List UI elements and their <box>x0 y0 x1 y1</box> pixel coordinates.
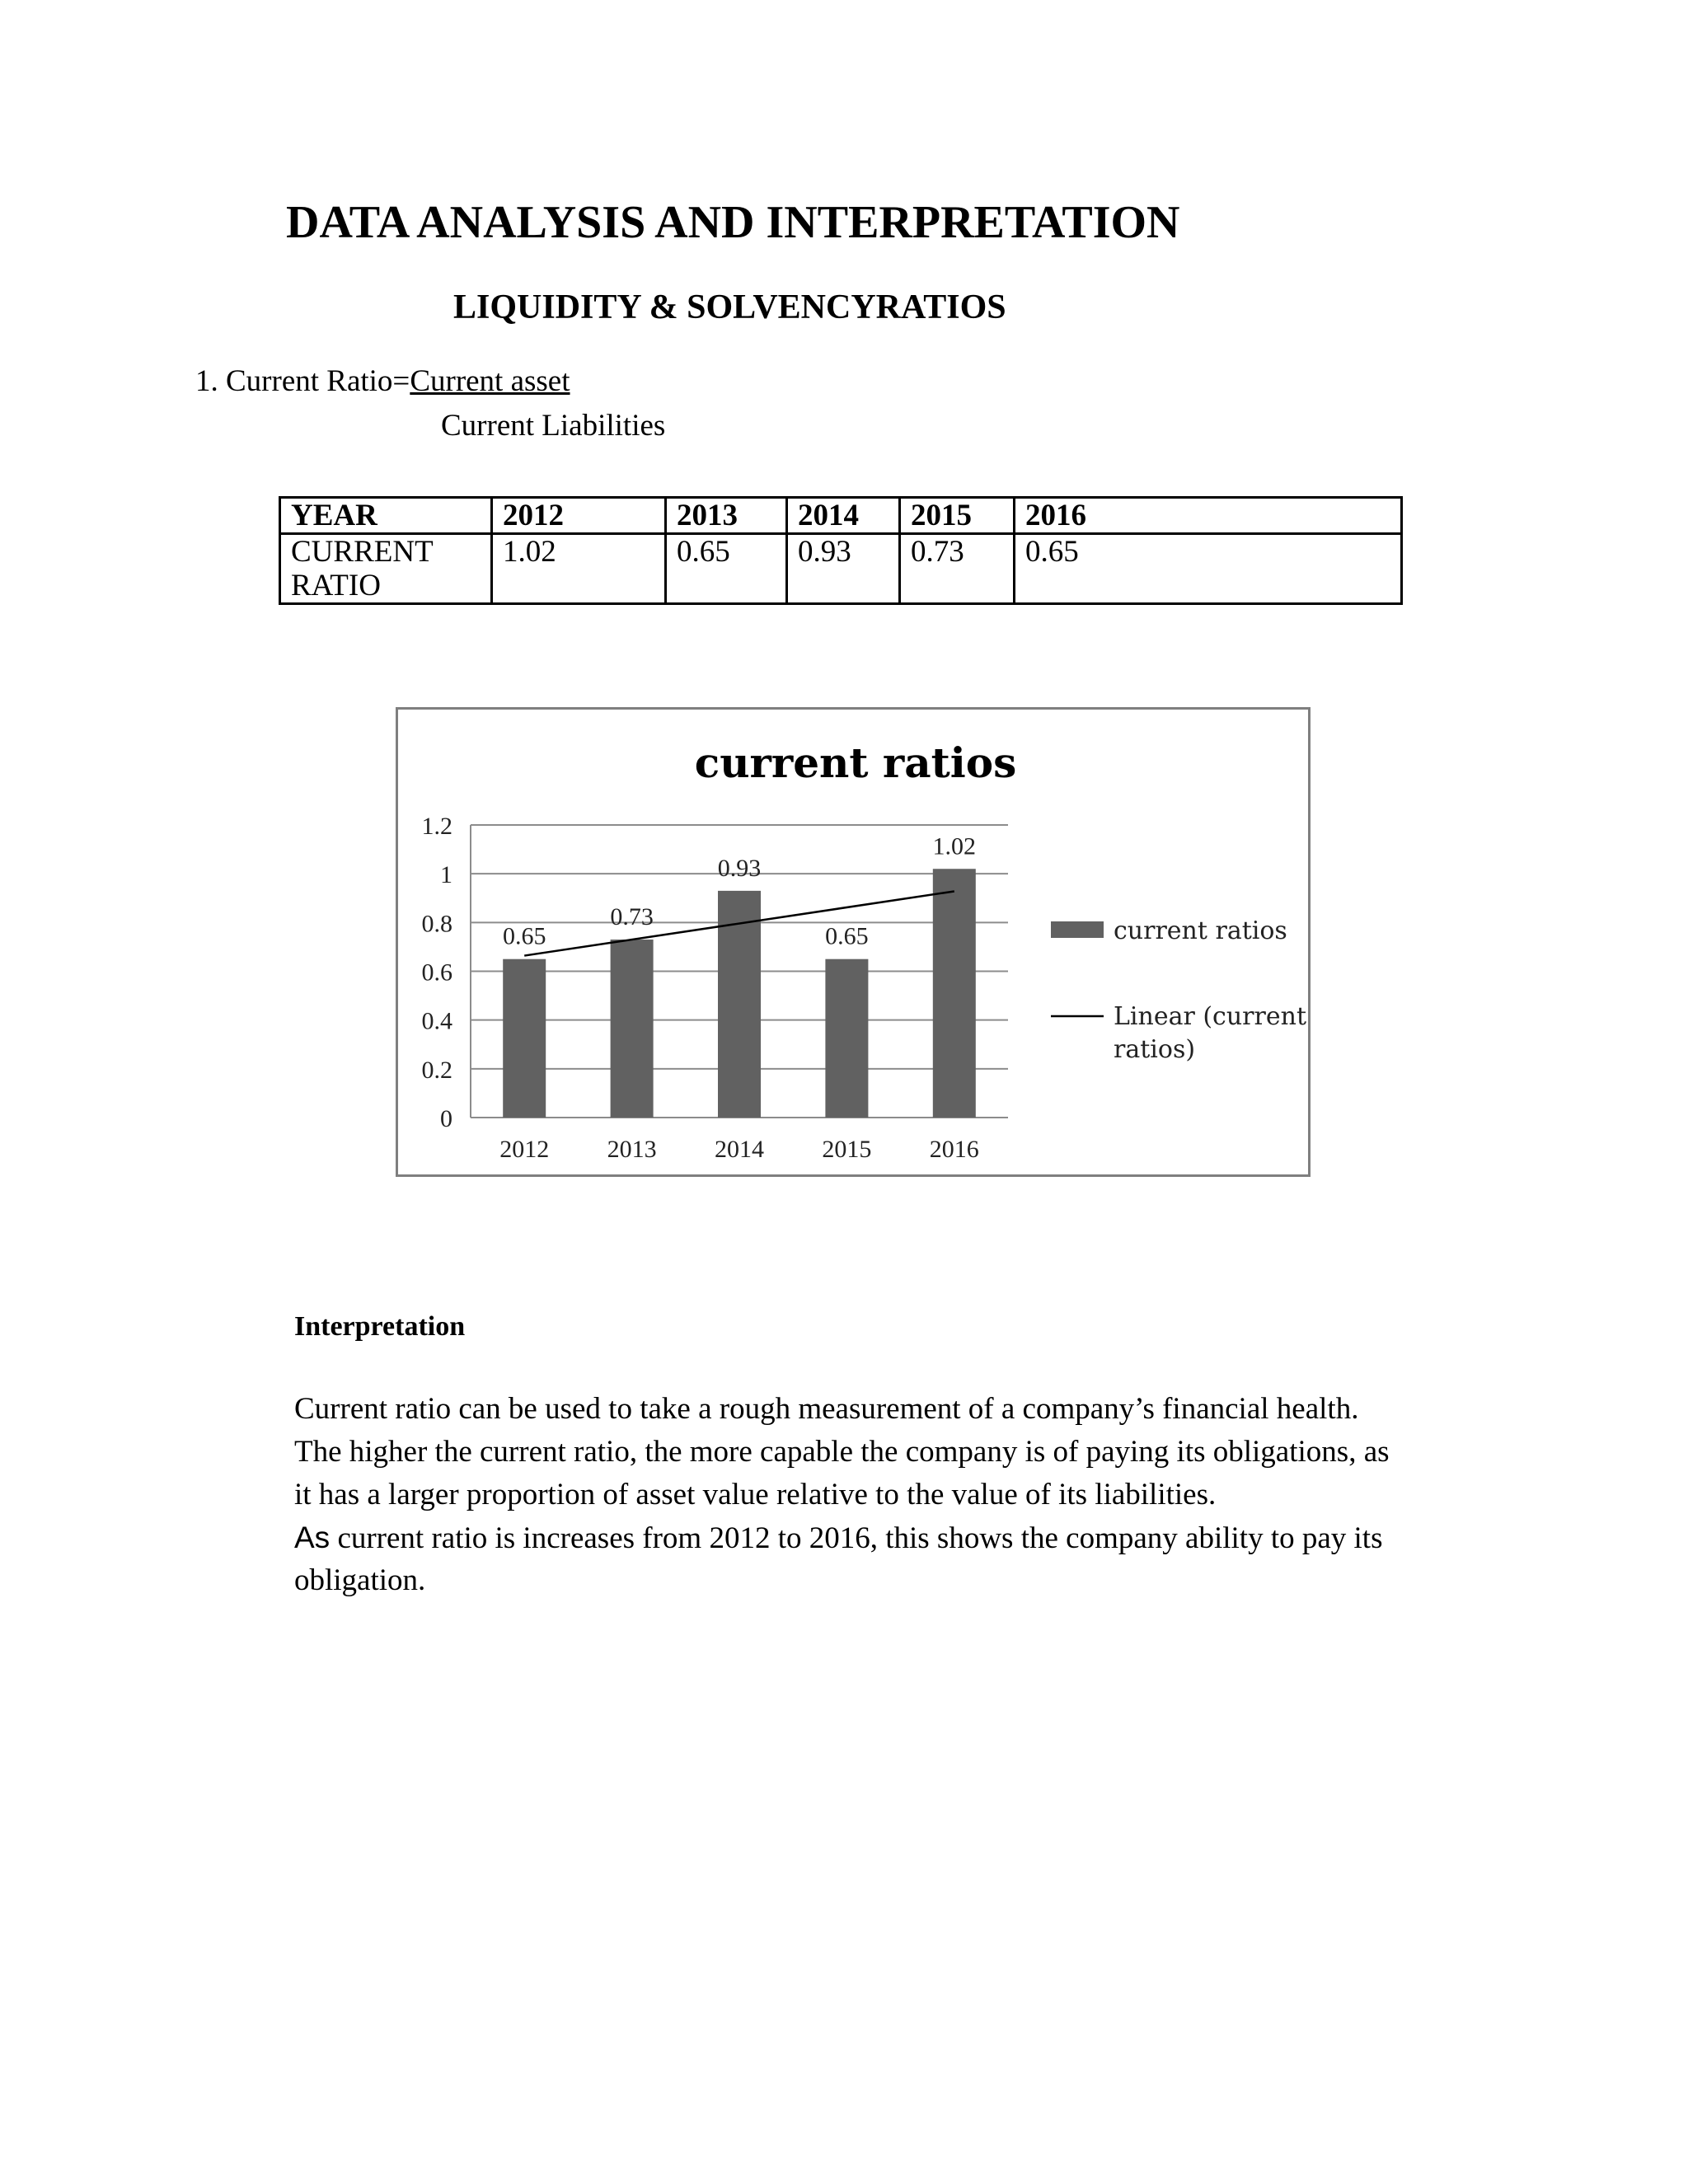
formula-line <box>195 363 570 399</box>
formula-denominator: Current Liabilities <box>441 409 666 443</box>
page-heading: DATA ANALYSIS AND INTERPRETATION <box>286 197 1180 248</box>
x-tick-label: 2014 <box>715 1136 764 1163</box>
chart-svg <box>398 710 1308 1174</box>
interpretation-line: The higher the current ratio, the more capable the company is of paying its obligations, as <box>294 1435 1390 1469</box>
table-header-cell: YEAR <box>280 498 492 534</box>
data-label: 0.65 <box>825 922 869 950</box>
table-header-cell: 2013 <box>666 498 787 534</box>
y-tick-label: 0.2 <box>421 1056 452 1084</box>
data-label: 0.93 <box>717 854 762 882</box>
legend-bar-swatch <box>1051 921 1104 938</box>
y-tick-label: 1.2 <box>421 813 452 840</box>
data-label: 0.65 <box>502 922 546 950</box>
interpretation-line: Current ratio can be used to take a rough measurement of a company’s financial health. <box>294 1392 1359 1426</box>
current-ratio-table <box>279 496 1403 605</box>
y-tick-label: 1 <box>440 861 452 889</box>
x-tick-label: 2015 <box>822 1136 872 1163</box>
data-label: 0.73 <box>610 903 654 931</box>
formula-label: 1. Current Ratio= <box>195 364 410 398</box>
x-tick-label: 2012 <box>499 1136 550 1163</box>
table-header-cell: 2016 <box>1015 498 1402 534</box>
legend-trend-label-line2: ratios) <box>1114 1035 1196 1064</box>
legend-bar-label: current ratios <box>1114 916 1287 945</box>
table-cell: 0.93 <box>787 534 900 604</box>
interpretation-line: it has a larger proportion of asset value relative to the value of its liabilities. <box>294 1478 1217 1511</box>
chart-title: current ratios <box>694 738 1017 787</box>
table-header-row <box>280 498 1402 534</box>
bar <box>933 869 976 1118</box>
table-header-cell: 2015 <box>900 498 1015 534</box>
interpretation-line-rest: current ratio is increases from 2012 to 2016, this shows the company ability to pay its <box>330 1521 1383 1555</box>
table-row <box>280 534 1402 604</box>
table-cell: 1.02 <box>492 534 666 604</box>
interpretation-heading: Interpretation <box>294 1311 466 1342</box>
bar <box>611 940 654 1118</box>
x-tick-label: 2013 <box>607 1136 657 1163</box>
interpretation-line: obligation. <box>294 1563 426 1597</box>
interpretation-as-word: As <box>294 1521 331 1554</box>
table-header-cell: 2014 <box>787 498 900 534</box>
y-tick-label: 0.4 <box>421 1007 452 1035</box>
y-tick-label: 0 <box>440 1105 452 1132</box>
interpretation-line <box>294 1516 1481 1560</box>
x-tick-label: 2016 <box>929 1136 979 1163</box>
table-cell: 0.73 <box>900 534 1015 604</box>
formula-numerator: Current asset <box>410 364 570 398</box>
y-tick-label: 0.8 <box>421 910 452 938</box>
table-cell: 0.65 <box>666 534 787 604</box>
y-tick-label: 0.6 <box>421 958 452 987</box>
legend-trend-label-line1: Linear (current <box>1114 1002 1306 1031</box>
table-cell: 0.65 <box>1015 534 1402 604</box>
section-subheading: LIQUIDITY & SOLVENCYRATIOS <box>453 288 1006 326</box>
table-row-label: CURRENT RATIO <box>280 534 492 604</box>
table-header-cell: 2012 <box>492 498 666 534</box>
current-ratios-chart <box>396 707 1311 1177</box>
bar <box>503 959 546 1118</box>
data-label: 1.02 <box>932 832 977 860</box>
bar <box>825 959 868 1118</box>
